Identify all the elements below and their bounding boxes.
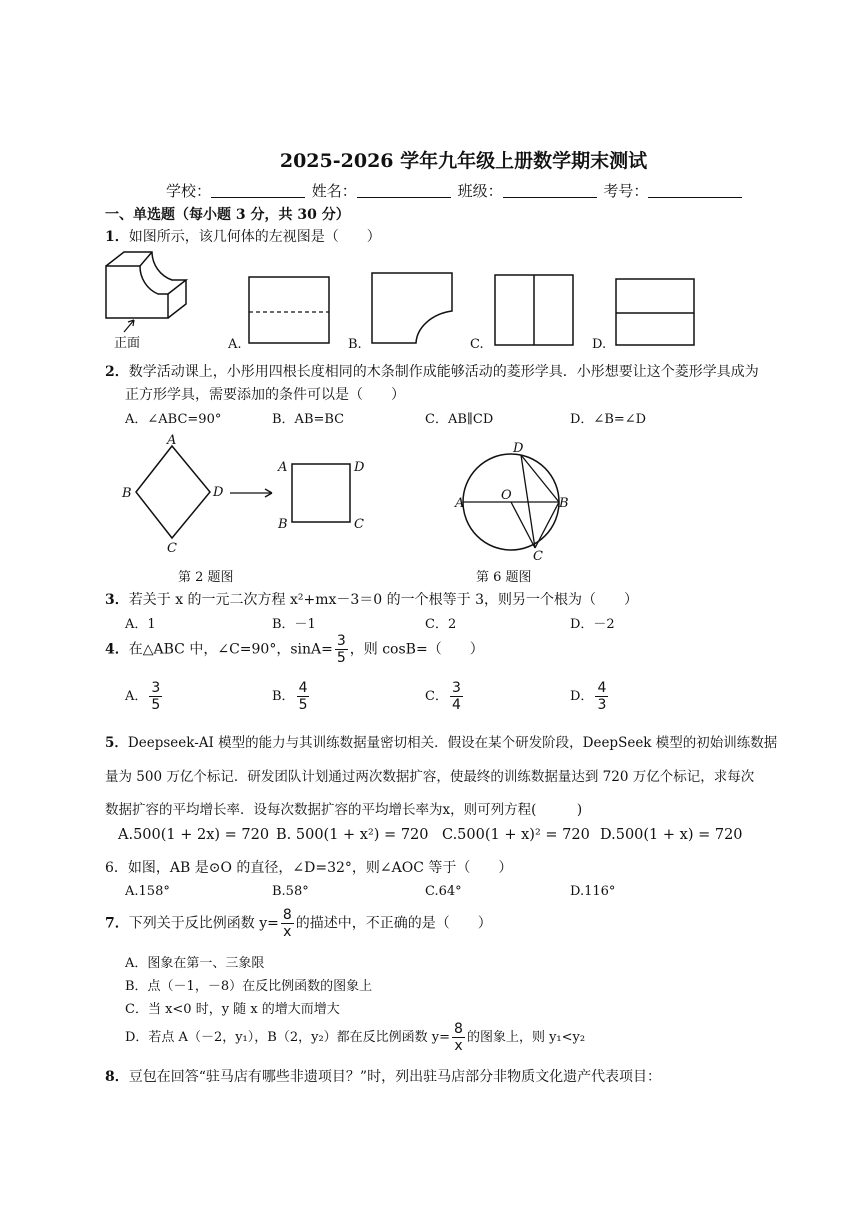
circle-label-c: C — [533, 549, 543, 564]
school-blank[interactable] — [211, 183, 305, 198]
q1-option-a-figure[interactable] — [248, 276, 332, 346]
school-label: 学校： — [166, 182, 212, 200]
question-5-line3: 数据扩容的平均增长率．设每次数据扩容的平均增长率为x，则可列方程( ) — [105, 802, 583, 818]
q2-option-d[interactable]: D．∠B=∠D — [570, 412, 647, 427]
q2-option-a[interactable]: A．∠ABC=90° — [125, 412, 222, 427]
question-text: 豆包在回答“驻马店有哪些非遗项目？”时，列出驻马店部分非物质文化遗产代表项目： — [128, 1069, 662, 1085]
question-number: 4． — [105, 641, 129, 658]
circle-label-o: O — [501, 488, 512, 503]
question-1 — [105, 226, 381, 246]
question-number: 1． — [105, 229, 129, 245]
name-blank[interactable] — [357, 183, 451, 198]
q6-option-a[interactable]: A.158° — [125, 884, 170, 899]
q1-option-b-label[interactable]: B. — [348, 337, 362, 352]
question-text: 若关于 x 的一元二次方程 x²+mx－3＝0 的一个根等于 3，则另一个根为（ ） — [128, 592, 639, 608]
q7-option-c[interactable]: C．当 x<0 时，y 随 x 的增大而增大 — [125, 1002, 340, 1017]
question-5 — [105, 731, 777, 751]
q4-option-a[interactable]: A． $\frac{3}{5}$ — [125, 680, 161, 713]
question-number: 6． — [105, 860, 128, 876]
q3-option-b[interactable]: B．－1 — [272, 617, 316, 632]
q3-option-a[interactable]: A．1 — [125, 617, 156, 632]
question-6 — [105, 857, 512, 877]
q7-option-d[interactable]: D．若点 A（－2，y₁），B（2，y₂）都在反比例函数 y= $\frac{8}{x}$ 的图象上，则 y₁<y₂ — [125, 1021, 586, 1054]
q4-option-c[interactable]: C． $\frac{3}{4}$ — [425, 680, 461, 713]
question-2-line2: 正方形学具，需要添加的条件可以是（ ） — [125, 387, 405, 403]
question-text-pre: 在△ABC 中，∠C=90°，sinA= — [128, 641, 333, 658]
question-number: 5． — [105, 735, 128, 751]
square-label-c: C — [354, 517, 364, 532]
section-heading: 一、单选题（每小题 3 分，共 30 分） — [105, 207, 350, 223]
circle-label-d: D — [513, 441, 524, 456]
q6-figure-caption: 第 6 题图 — [476, 570, 532, 585]
q3-option-d[interactable]: D．－2 — [570, 617, 615, 632]
question-2 — [105, 361, 759, 381]
q1-option-c-label[interactable]: C. — [470, 337, 484, 352]
name-label: 姓名： — [311, 182, 357, 200]
q1-option-c-figure[interactable] — [494, 274, 576, 348]
question-text-post: 的描述中，不正确的是（ ） — [295, 915, 492, 932]
q1-solid-figure — [100, 246, 200, 346]
q4-option-d[interactable]: D． $\frac{4}{3}$ — [570, 680, 607, 713]
question-5-line2: 量为 500 万亿个标记．研发团队计划通过两次数据扩容，使最终的训练数据量达到 720 万亿个标记，求每次 — [105, 769, 755, 785]
q6-option-b[interactable]: B.58° — [272, 884, 309, 899]
q4-option-b[interactable]: B． $\frac{4}{5}$ — [272, 680, 308, 713]
question-8 — [105, 1066, 661, 1086]
q1-option-a-label[interactable]: A. — [228, 337, 242, 352]
question-text-line1: Deepseek-AI 模型的能力与其训练数据量密切相关．假设在某个研发阶段，DeepSeek 模型的初始训练数据 — [127, 735, 778, 751]
q6-option-d[interactable]: D.116° — [570, 884, 616, 899]
q6-figure — [455, 440, 570, 564]
square-label-b: B — [278, 517, 288, 532]
question-7 — [105, 908, 492, 939]
question-text: 如图，AB 是⊙O 的直径，∠D=32°，则∠AOC 等于（ ） — [127, 860, 513, 876]
question-4 — [105, 634, 484, 665]
sin-fraction: $\frac{3}{5}$ — [336, 633, 346, 666]
q5-option-b[interactable]: B. 500(1 + x²) = 720 — [276, 827, 429, 843]
q3-option-c[interactable]: C．2 — [425, 617, 457, 632]
question-number: 8． — [105, 1069, 129, 1085]
q7-option-a[interactable]: A．图象在第一、三象限 — [125, 956, 265, 971]
q6-option-c[interactable]: C.64° — [425, 884, 462, 899]
question-3 — [105, 589, 638, 609]
question-text-line1: 数学活动课上，小彤用四根长度相同的木条制作成能够活动的菱形学具．小彤想要让这个菱形学具成为 — [128, 364, 759, 380]
q5-option-d[interactable]: D.500(1 + x) = 720 — [600, 827, 743, 843]
q1-option-b-figure[interactable] — [370, 271, 456, 347]
question-number: 3． — [105, 592, 129, 608]
rhombus-label-d: D — [213, 485, 224, 500]
question-text-pre: 下列关于反比例函数 y= — [128, 915, 279, 932]
circle-label-a: A — [455, 496, 465, 511]
square-label-d: D — [354, 460, 365, 475]
question-text: 如图所示，该几何体的左视图是（ ） — [128, 229, 381, 245]
q5-option-a[interactable]: A.500(1 + 2x) = 720 — [118, 827, 270, 843]
exam-no-blank[interactable] — [648, 183, 742, 198]
q1-option-d-figure[interactable] — [615, 278, 697, 348]
square-label-a: A — [278, 460, 288, 475]
rhombus-label-c: C — [167, 541, 177, 556]
circle-label-b: B — [559, 496, 569, 511]
front-label: 正面 — [114, 336, 141, 351]
rhombus-label-a: A — [167, 433, 177, 448]
q5-option-c[interactable]: C.500(1 + x)² = 720 — [442, 827, 590, 843]
question-text-post: ，则 cosB=（ ） — [349, 641, 484, 658]
rhombus-label-b: B — [122, 486, 132, 501]
q2-figure-caption: 第 2 题图 — [178, 570, 234, 585]
q7-option-b[interactable]: B．点（－1，－8）在反比例函数的图象上 — [125, 979, 373, 994]
function-fraction: $\frac{8}{x}$ — [282, 907, 292, 940]
q2-option-b[interactable]: B．AB=BC — [272, 412, 345, 427]
question-number: 7． — [105, 915, 129, 932]
q1-option-d-label[interactable]: D. — [592, 337, 607, 352]
class-blank[interactable] — [503, 183, 597, 198]
page-title: 2025-2026 学年九年级上册数学期末测试 — [279, 150, 648, 172]
class-label: 班级： — [457, 182, 503, 200]
exam-no-label: 考号： — [603, 182, 649, 200]
question-number: 2． — [105, 364, 129, 380]
student-info-line — [166, 180, 744, 201]
q2-figure — [118, 432, 378, 562]
q2-option-c[interactable]: C．AB∥CD — [425, 412, 494, 427]
